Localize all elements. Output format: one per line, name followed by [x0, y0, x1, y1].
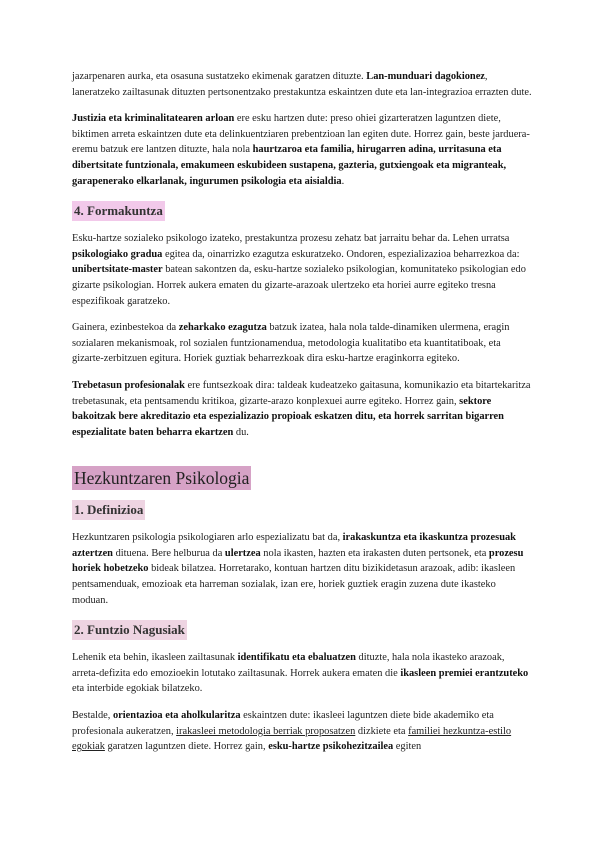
- text: Esku-hartze sozialeko psikologo izateko, prestakuntza prozesu zehatz bat jarraitu behar da. Lehen urratsa: [72, 233, 510, 245]
- bold-text: zeharkako ezagutza: [178, 322, 267, 334]
- text: ere esku hartzen dute: preso ohiei gizarteratzen laguntzen diete, biktimen arreta eskaintzen dute eta delinkuentziaren prebentzioan lan egiten dute. Horrez gain, beste jarduera-eremu batzuk ere lantzen dituzte, hala nola: [72, 113, 530, 156]
- bold-text: sektore bakoitzak bere akreditazio eta espezializazio propioak eskatzen ditu, eta horrek sarritan bigarren espezialitate baten beharra ekartzen: [72, 395, 504, 438]
- paragraph-definizioa: [72, 530, 532, 608]
- text: dizkiete eta: [355, 725, 409, 737]
- chapter-heading-hezkuntzaren-psikologia: Hezkuntzaren Psikologia: [74, 468, 250, 489]
- text: dituzte, hala nola ikasteko arazoak, arreta-defizita edo emozioekin lotutako zailtasunak. Horrek aukera ematen die: [72, 652, 505, 679]
- paragraph-funtzioak-1: [72, 650, 532, 697]
- bold-text: irakaskuntza eta ikaskuntza prozesuak aztertzen: [72, 532, 516, 559]
- bold-text: esku-hartze psikohezitzailea: [268, 741, 394, 753]
- text: dituena. Bere helburua da: [112, 547, 225, 559]
- underlined-text: familiei hezkuntza-estilo egokiak: [72, 725, 512, 753]
- text: eskaintzen dute: ikasleei laguntzen diete bide akademiko eta profesionala aukeratzen,: [72, 710, 494, 737]
- bold-text: unibertsitate-master: [72, 264, 163, 276]
- bold-text: prozesu horiek hobetzeko: [72, 547, 524, 575]
- text: jazarpenaren aurka, eta osasuna sustatzeko ekimenak garatzen dituzte.: [72, 71, 367, 82]
- bold-text: haurtzaroa eta familia, hirugarren adina, urritasuna eta dibertsitate funtzionala, emakumeen eskubideen sustapena, gazteria, gutxiengoak eta migranteak, garapenerako elkarlanak, ingurumen psikologia eta aisialdia: [72, 144, 507, 187]
- text: garatzen laguntzen diete. Horrez gain,: [104, 741, 269, 753]
- text: ere funtsezkoak dira: taldeak kudeatzeko gaitasuna, komunikazio eta bitartekaritza trebetasunak, eta pentsamendu kritikoa, gizarte-arazo konplexuei aurre egiteko. Horrez gain,: [72, 379, 531, 407]
- text: Gainera, ezinbestekoa da: [72, 322, 179, 334]
- bold-text: Justizia eta kriminalitatearen arloan: [72, 113, 235, 125]
- text: Bestalde,: [72, 710, 113, 722]
- section-heading-formakuntza: 4. Formakuntza: [72, 201, 165, 221]
- text: .: [341, 175, 345, 187]
- bold-text: Lan-munduari dagokionez: [366, 71, 485, 82]
- text: nola ikasten, hazten eta irakasten duten pertsonek, eta: [260, 547, 489, 559]
- bold-text: psikologiako gradua: [72, 248, 163, 260]
- bold-text: Trebetasun profesionalak: [72, 379, 185, 391]
- section-heading-funtzio-nagusiak: 2. Funtzio Nagusiak: [72, 620, 187, 640]
- text: Lehenik eta behin, ikasleen zailtasunak: [72, 652, 238, 664]
- text: egitea da, oinarrizko ezagutza eskuratzeko. Ondoren, espezializazioa beharrezkoa da:: [162, 248, 520, 260]
- section-heading-definizioa: 1. Definizioa: [72, 500, 145, 520]
- paragraph-lan-mundua: [72, 69, 532, 100]
- text: , laneratzeko zailtasunak dituzten pertsonentzako prestakuntza eskaintzen dute eta lan-integrazioa errazten dute.: [72, 71, 532, 98]
- text: batzuk izatea, hala nola talde-dinamiken ulermena, eragin sozialaren mekanismoak, rol sozialen funtzionamendua, metodologia kualitatibo eta kuantitatiboak, eta gizarte-zerbitzuen egitura. Horiek guztiak beharrezkoak dira esku-hartze eraginkorra egiteko.: [72, 322, 510, 365]
- bold-text: ulertzea: [224, 547, 261, 559]
- bold-text: identifikatu eta ebaluatzen: [237, 652, 356, 664]
- text: bideak bilatzea. Horretarako, kontuan hartzen ditu bizikidetasun arazoak, adib: ikasleen pentsamenduak, emozioak eta harreman sozialak, izan ere, horiek guztiek eragin zuzena dute ikasteko moduan.: [72, 563, 516, 606]
- bold-text: orientazioa eta aholkularitza: [112, 710, 241, 722]
- paragraph-formakuntza-3: [72, 378, 532, 440]
- paragraph-funtzioak-2: [72, 708, 532, 755]
- text: Hezkuntzaren psikologia psikologiaren arlo espezializatu bat da,: [72, 532, 343, 544]
- text: egiten: [393, 741, 422, 753]
- paragraph-formakuntza-1: [72, 231, 532, 309]
- text: eta interbide egokiak bilatzeko.: [72, 683, 203, 695]
- text: du.: [233, 426, 249, 438]
- paragraph-justizia: [72, 111, 532, 189]
- bold-text: ikasleen premiei erantzuteko: [400, 667, 529, 679]
- text: batean sakontzen da, esku-hartze sozialeko psikologian, komunitateko psikologian edo gizarte psikologian. Horrek aukera ematen du gizarte-arazoak ulertzeko eta horiei aurre egiteko tresna espezifikoak garatzeko.: [72, 264, 526, 307]
- paragraph-formakuntza-2: [72, 320, 532, 367]
- underlined-text: irakasleei metodologia berriak proposatzen: [176, 725, 356, 737]
